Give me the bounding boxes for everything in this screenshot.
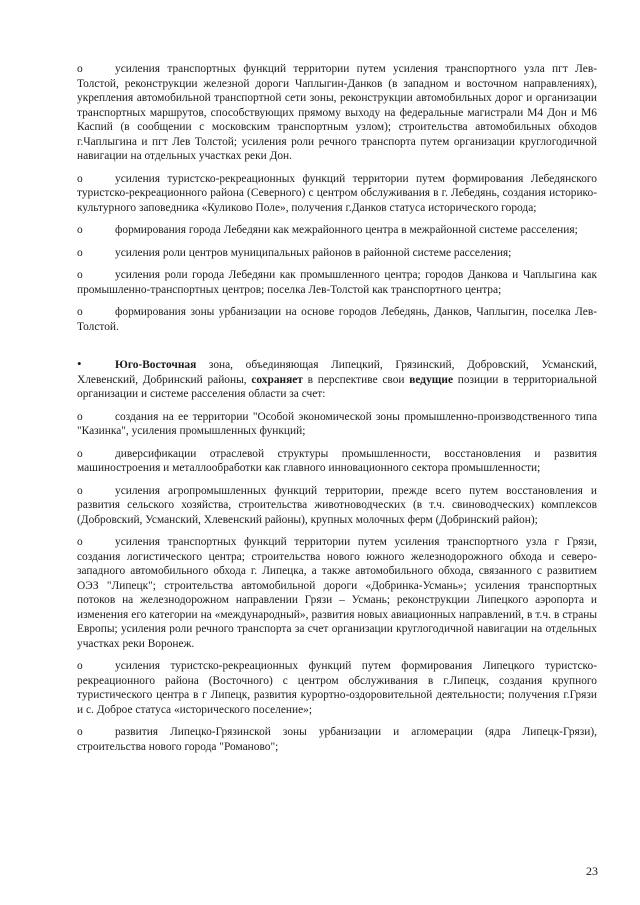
list-item [77,246,597,261]
list-item [77,535,597,651]
zone-text-a: зона, объединяющая Липецкий, Грязинский, Добровский, Усманский, Хлевенский, Добринский районы, [77,359,597,386]
list-item-text: усиления туристско-рекреационных функций путем формирования Липецкого туристско-рекреационного района (Восточного) с центром обслуживания в г.Липецк, создания крупного туристического центра в г Липецк, развития курортно-оздоровительной деятельности; получения г.Грязи и с. Доброе статуса «исторического поселение»; [77,660,597,716]
circle-bullet-icon: o [77,306,83,318]
list-item [77,268,597,297]
list-item-text: формирования зоны урбанизации на основе городов Лебедянь, Данков, Чаплыгин, поселка Лев-Толстой. [77,306,597,333]
list-item-text: усиления туристско-рекреационных функций территории путем формирования Лебедянского туристско-рекреационного района (Северного) с центром обслуживания в г. Лебедянь, создания историко-культурного заповедника «Куликово Поле», получения г.Данков статуса исторического города; [77,172,597,214]
list-item [77,484,597,528]
zone-text-b: в перспективе свои [302,373,410,386]
list-item [77,725,597,754]
list-item-text: диверсификации отраслевой структуры промышленности, восстановления и развития машиностроения и металлообработки как главного инновационного сектора промышленности; [77,447,597,474]
zone-bold-word: сохраняет [251,373,303,386]
circle-bullet-icon: o [77,269,83,281]
list-item [77,410,597,439]
list-item [77,305,597,334]
section-gap [77,342,597,357]
circle-bullet-icon: o [77,246,83,259]
disc-bullet-icon: • [77,356,82,371]
list-item-text: усиления роли города Лебедяни как промышленного центра; городов Данкова и Чаплыгина как промышленно-транспортных центров; поселка Лев-Толстой как транспортного центра; [77,269,597,296]
circle-bullet-icon: o [77,660,83,672]
zone-bold-word-2: ведущие [409,373,453,386]
circle-bullet-icon: o [77,726,83,738]
list-item-text: усиления роли центров муниципальных районов в районной системе расселения; [115,246,512,259]
list-item [77,172,597,216]
list-item-text: усиления агропромышленных функций территории, прежде всего путем восстановления и развития сельского хозяйства, строительства животноводческих (в т.ч. свиноводческих) комплексов (Добровский, Усманский, Хлевенский районы), крупных молочных ферм (Добринский район); [77,484,597,526]
document-body [77,62,597,762]
circle-bullet-icon: o [77,63,83,75]
list-item [77,447,597,476]
list-item-text: усиления транспортных функций территории путем усиления транспортного узла г Грязи, создания логистического центра; строительства нового южного железнодорожного обхода и северо-западного автомобильного обхода г. Липецка, а также автомобильного обхода, связанного с развитием ОЭЗ "Липецк"; строительства автомобильной дороги «Добринка-Усмань»; усиления транспортных потоков на железнодорожном направлении Грязи – Усмань; реконструкции Липецкого аэропорта и изменения его категории на «международный», развития новых авиационных направлений, в т.ч. в страны Европы; усиления роли речного транспорта за счет организации круглогодичной навигации на отдельных участках реки Воронеж. [77,536,597,650]
zone-heading-paragraph [77,357,597,402]
list-item-text: усиления транспортных функций территории путем усиления транспортного узла пгт Лев-Толстой, реконструкции железной дороги Чаплыгин-Данков (в западном и восточном направлениях), укрепления автомобильной транспортной сети зоны, реконструкции автомобильных дорог и организации транспортных маршрутов, способствующих прямому выходу на федеральные магистрали М4 Дон и М6 Каспий (в сообщении с московским транспортным узлом); строительства автомобильных обходов г.Чаплыгина и пгт Лев Толстой; усиления роли речного транспорта путем организации круглогодичной навигации на отдельных участках реки Дон. [77,63,597,162]
circle-bullet-icon: o [77,447,83,460]
list-item [77,62,597,164]
zone-text-c: позиции в территориальной организации и системе расселения области за счет: [77,373,598,400]
zone-name: Юго-Восточная [115,359,197,371]
list-item-text: создания на ее территории "Особой экономической зоны промышленно-производственного типа "Казинка", усиления промышленных функций; [77,410,597,437]
circle-bullet-icon: o [77,172,83,185]
page-number: 23 [586,864,598,878]
circle-bullet-icon: o [77,224,83,236]
list-item-text: формирования города Лебедяни как межрайонного центра в межрайонной системе расселения; [115,224,578,236]
list-item [77,659,597,717]
list-item-text: развития Липецко-Грязинской зоны урбанизации и агломерации (ядра Липецк-Грязи), строительства нового города "Романово"; [77,726,597,753]
circle-bullet-icon: o [77,536,83,548]
circle-bullet-icon: o [77,484,83,497]
list-item [77,223,597,238]
circle-bullet-icon: o [77,410,83,423]
